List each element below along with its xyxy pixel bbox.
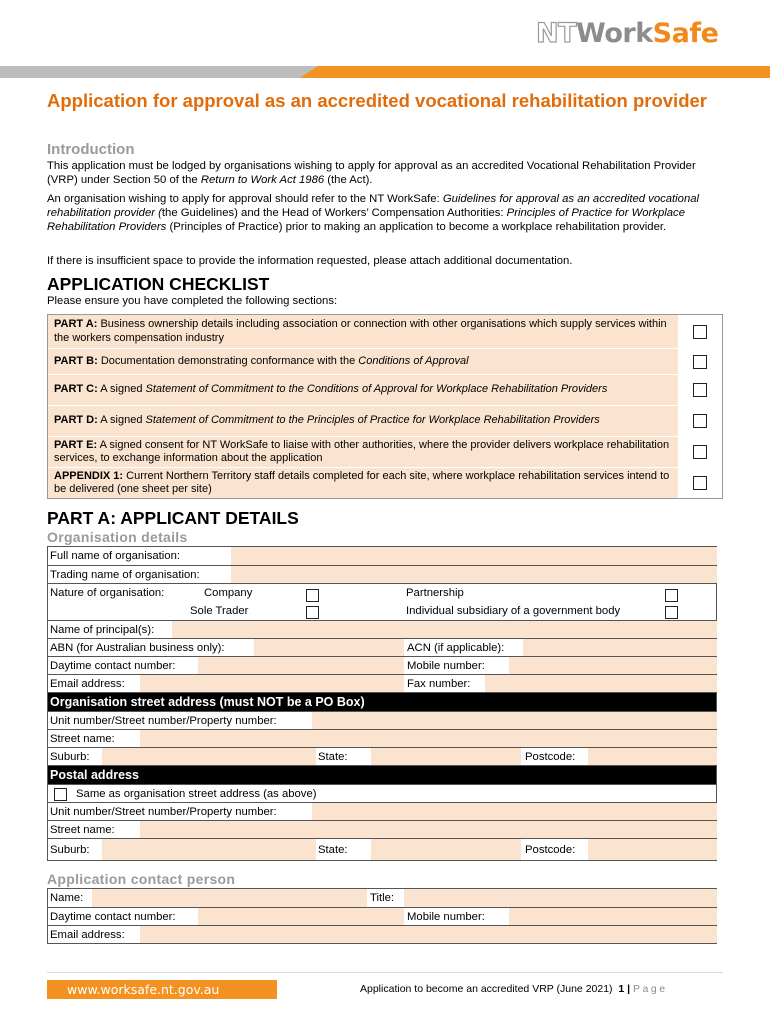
row-street-name xyxy=(48,729,716,747)
footer-page-info: Application to become an accredited VRP (June 2021) 1 | Page xyxy=(360,983,668,995)
street-suburb-input[interactable] xyxy=(102,748,316,765)
checklist-item-part-e: PART E: A signed consent for NT WorkSafe to liaise with other authorities, where the provider delivers workplace rehabilitation services, to exchange information about the application xyxy=(48,436,722,467)
checkbox-part-e[interactable] xyxy=(693,445,707,459)
subsidiary-label: Individual subsidiary of a government body xyxy=(406,605,621,617)
checkbox-part-c[interactable] xyxy=(693,383,707,397)
acn-label: ACN (if applicable): xyxy=(407,641,505,654)
full-name-input[interactable] xyxy=(231,547,717,565)
row-postal-unit xyxy=(48,802,716,820)
mobile-input[interactable] xyxy=(509,657,717,674)
checklist-item-appendix-1: APPENDIX 1: Current Northern Territory staff details completed for each site, where workplace rehabilitation services intend to be delivered (one sheet per site) xyxy=(48,467,722,498)
checklist-item-part-a: PART A: Business ownership details including association or connection with other organisations which supply services within the workers compensation industry xyxy=(48,315,722,348)
contact-mobile-label: Mobile number: xyxy=(407,910,485,923)
checkbox-part-d[interactable] xyxy=(693,414,707,428)
checklist-item-part-c: PART C: A signed Statement of Commitment to the Conditions of Approval for Workplace Rehabilitation Providers xyxy=(48,374,722,405)
contact-name-input[interactable] xyxy=(92,889,367,907)
contact-daytime-input[interactable] xyxy=(198,908,404,925)
checklist-table xyxy=(47,314,723,499)
row-street-suburb xyxy=(48,747,716,765)
part-a-heading: PART A: APPLICANT DETAILS xyxy=(47,508,299,528)
street-name-input[interactable] xyxy=(140,730,717,747)
page-title: Application for approval as an accredited vocational rehabilitation provider xyxy=(47,90,707,111)
row-principals xyxy=(48,620,716,638)
contact-name-label: Name: xyxy=(50,892,84,904)
sole-trader-label: Sole Trader xyxy=(190,605,249,617)
abn-input[interactable] xyxy=(254,639,404,656)
postal-street-name-input[interactable] xyxy=(140,821,717,838)
street-state-input[interactable] xyxy=(371,748,521,765)
row-contact-email xyxy=(48,925,716,943)
header-bar xyxy=(0,66,770,78)
postal-suburb-input[interactable] xyxy=(102,839,316,860)
postal-postcode-label: Postcode: xyxy=(525,843,576,856)
street-address-heading: Organisation street address (must NOT be a PO Box) xyxy=(48,692,716,711)
contact-person-heading: Application contact person xyxy=(47,871,236,887)
partnership-label: Partnership xyxy=(406,587,464,599)
full-name-label: Full name of organisation: xyxy=(50,550,180,562)
intro-paragraph-3: If there is insufficient space to provide the information requested, please attach additional documentation. xyxy=(47,255,573,267)
street-postcode-input[interactable] xyxy=(588,748,717,765)
same-as-label: Same as organisation street address (as above) xyxy=(76,788,317,800)
footer-page-word: Page xyxy=(633,983,668,995)
postal-suburb-label: Suburb: xyxy=(50,843,90,856)
row-contact-name xyxy=(48,889,716,907)
intro-heading: Introduction xyxy=(47,141,135,158)
fax-label: Fax number: xyxy=(407,677,471,690)
contact-daytime-label: Daytime contact number: xyxy=(50,910,176,923)
acn-input[interactable] xyxy=(523,639,717,656)
trading-name-input[interactable] xyxy=(231,566,717,583)
checklist-heading: APPLICATION CHECKLIST xyxy=(47,274,270,294)
checkbox-part-b[interactable] xyxy=(693,355,707,369)
row-postal-suburb xyxy=(48,838,716,860)
postal-postcode-input[interactable] xyxy=(588,839,717,860)
row-same-as-street xyxy=(48,784,716,802)
street-suburb-label: Suburb: xyxy=(50,750,90,763)
row-street-unit xyxy=(48,711,716,729)
postal-unit-label: Unit number/Street number/Property number: xyxy=(50,805,277,818)
street-postcode-label: Postcode: xyxy=(525,750,576,763)
checkbox-company[interactable] xyxy=(306,589,319,602)
checkbox-appendix-1[interactable] xyxy=(693,476,707,490)
mobile-label: Mobile number: xyxy=(407,659,485,672)
contact-mobile-input[interactable] xyxy=(509,908,717,925)
footer-divider xyxy=(47,972,723,973)
row-full-name xyxy=(48,547,716,565)
fax-input[interactable] xyxy=(485,675,717,692)
postal-address-heading: Postal address xyxy=(48,765,716,784)
postal-unit-input[interactable] xyxy=(312,803,717,820)
row-nature-of-organisation xyxy=(48,583,716,620)
logo-nt: NT xyxy=(536,18,577,49)
checklist-subheading: Please ensure you have completed the following sections: xyxy=(47,295,338,307)
contact-email-input[interactable] xyxy=(140,926,717,943)
footer-doc-title: Application to become an accredited VRP (June 2021) xyxy=(360,983,613,995)
logo-work: Work xyxy=(576,18,653,49)
row-postal-street-name xyxy=(48,820,716,838)
postal-state-input[interactable] xyxy=(371,839,521,860)
contact-title-input[interactable] xyxy=(404,889,717,907)
checkbox-sole-trader[interactable] xyxy=(306,606,319,619)
footer-website-link[interactable]: www.worksafe.nt.gov.au xyxy=(47,980,277,999)
intro-paragraph-2: An organisation wishing to apply for approval should refer to the NT WorkSafe: Guidelines for approval as an accredited vocational rehabilitation provider (the Guidelines) and the Head of Workers’ Compensation Authorities: Principles of Practice for Workplace Rehabilitation Providers (Principles of Practice) prior to making an application to become a workplace rehabilitation provider. xyxy=(47,193,700,233)
street-unit-label: Unit number/Street number/Property number: xyxy=(50,714,277,727)
daytime-label: Daytime contact number: xyxy=(50,659,176,672)
checklist-item-part-d: PART D: A signed Statement of Commitment to the Principles of Practice for Workplace Rehabilitation Providers xyxy=(48,405,722,436)
nature-label: Nature of organisation: xyxy=(50,587,165,599)
organisation-details-heading: Organisation details xyxy=(47,529,188,545)
principals-label: Name of principal(s): xyxy=(50,623,155,636)
trading-name-label: Trading name of organisation: xyxy=(50,568,200,581)
nt-worksafe-logo xyxy=(536,18,718,49)
organisation-details-form xyxy=(47,546,717,861)
footer-page-number: 1 xyxy=(618,983,625,995)
contact-email-label: Email address: xyxy=(50,928,125,941)
row-trading-name xyxy=(48,565,716,583)
checkbox-same-as-street[interactable] xyxy=(54,788,67,801)
checkbox-subsidiary[interactable] xyxy=(665,606,678,619)
postal-street-name-label: Street name: xyxy=(50,823,115,836)
street-unit-input[interactable] xyxy=(312,712,717,729)
checkbox-part-a[interactable] xyxy=(693,325,707,339)
checklist-item-part-b: PART B: Documentation demonstrating conformance with the Conditions of Approval xyxy=(48,348,722,374)
abn-label: ABN (for Australian business only): xyxy=(50,641,225,654)
street-state-label: State: xyxy=(318,750,348,763)
logo-safe: Safe xyxy=(652,18,719,49)
row-contact-daytime-mobile xyxy=(48,907,716,925)
intro-paragraph-1: This application must be lodged by organisations wishing to apply for approval as an accredited Vocational Rehabilitation Provider (VRP) under Section 50 of the Return to Work Act 1986 (the Act). xyxy=(47,160,696,186)
email-input[interactable] xyxy=(140,675,404,692)
street-name-label: Street name: xyxy=(50,732,115,745)
company-label: Company xyxy=(204,587,253,599)
principals-input[interactable] xyxy=(172,621,717,638)
row-daytime-mobile xyxy=(48,656,716,674)
email-label: Email address: xyxy=(50,677,125,690)
daytime-input[interactable] xyxy=(198,657,404,674)
row-email-fax xyxy=(48,674,716,692)
postal-state-label: State: xyxy=(318,843,348,856)
checkbox-partnership[interactable] xyxy=(665,589,678,602)
contact-title-label: Title: xyxy=(370,892,395,904)
contact-person-form xyxy=(47,888,717,944)
row-abn-acn xyxy=(48,638,716,656)
